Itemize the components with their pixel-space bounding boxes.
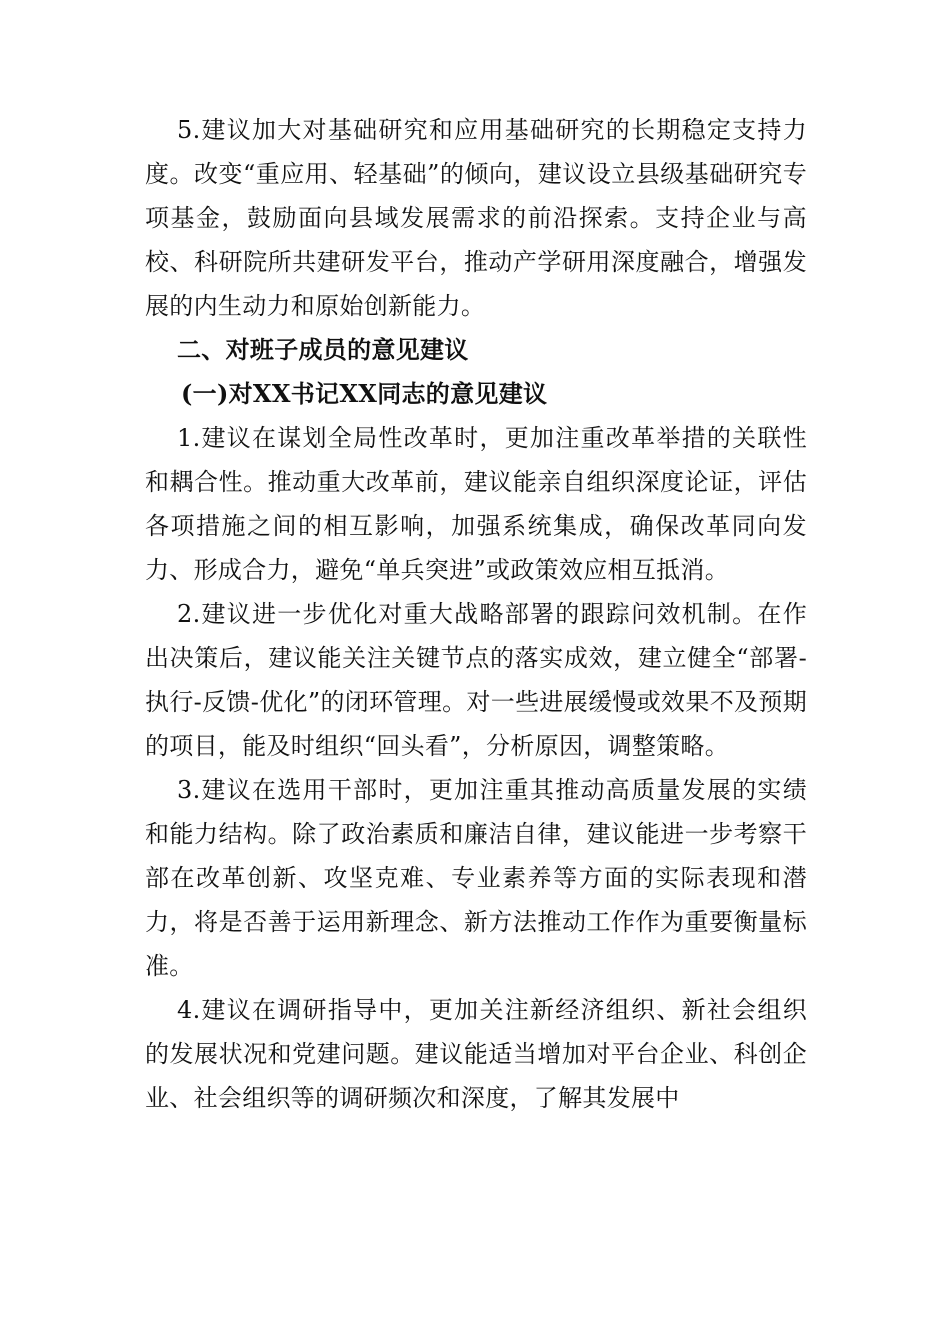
document-page <box>145 108 807 1120</box>
sub-paragraph-3: 3.建议在选用干部时，更加注重其推动高质量发展的实绩和能力结构。除了政治素质和廉洁自律，建议能进一步考察干部在改革创新、攻坚克难、专业素养等方面的实际表现和潜力，将是否善于运用新理念、新方法推动工作作为重要衡量标准。 <box>145 776 807 980</box>
subsection-heading-1: (一)对XX书记XX同志的意见建议 <box>181 379 548 408</box>
sub-paragraph-4: 4.建议在调研指导中，更加关注新经济组织、新社会组织的发展状况和党建问题。建议能适当增加对平台企业、科创企业、社会组织等的调研频次和深度，了解其发展中 <box>145 996 807 1112</box>
paragraph-5: 5.建议加大对基础研究和应用基础研究的长期稳定支持力度。改变“重应用、轻基础”的倾向，建议设立县级基础研究专项基金，鼓励面向县域发展需求的前沿探索。支持企业与高校、科研院所共建研发平台，推动产学研用深度融合，增强发展的内生动力和原始创新能力。 <box>145 116 807 320</box>
sub-paragraph-1: 1.建议在谋划全局性改革时，更加注重改革举措的关联性和耦合性。推动重大改革前，建议能亲自组织深度论证，评估各项措施之间的相互影响，加强系统集成，确保改革同向发力、形成合力，避免“单兵突进”或政策效应相互抵消。 <box>145 424 807 584</box>
section-heading-2: 二、对班子成员的意见建议 <box>177 336 469 364</box>
sub-paragraph-2: 2.建议进一步优化对重大战略部署的跟踪问效机制。在作出决策后，建议能关注关键节点的落实成效，建立健全“部署-执行-反馈-优化”的闭环管理。对一些进展缓慢或效果不及预期的项目，能及时组织“回头看”，分析原因，调整策略。 <box>145 600 807 760</box>
